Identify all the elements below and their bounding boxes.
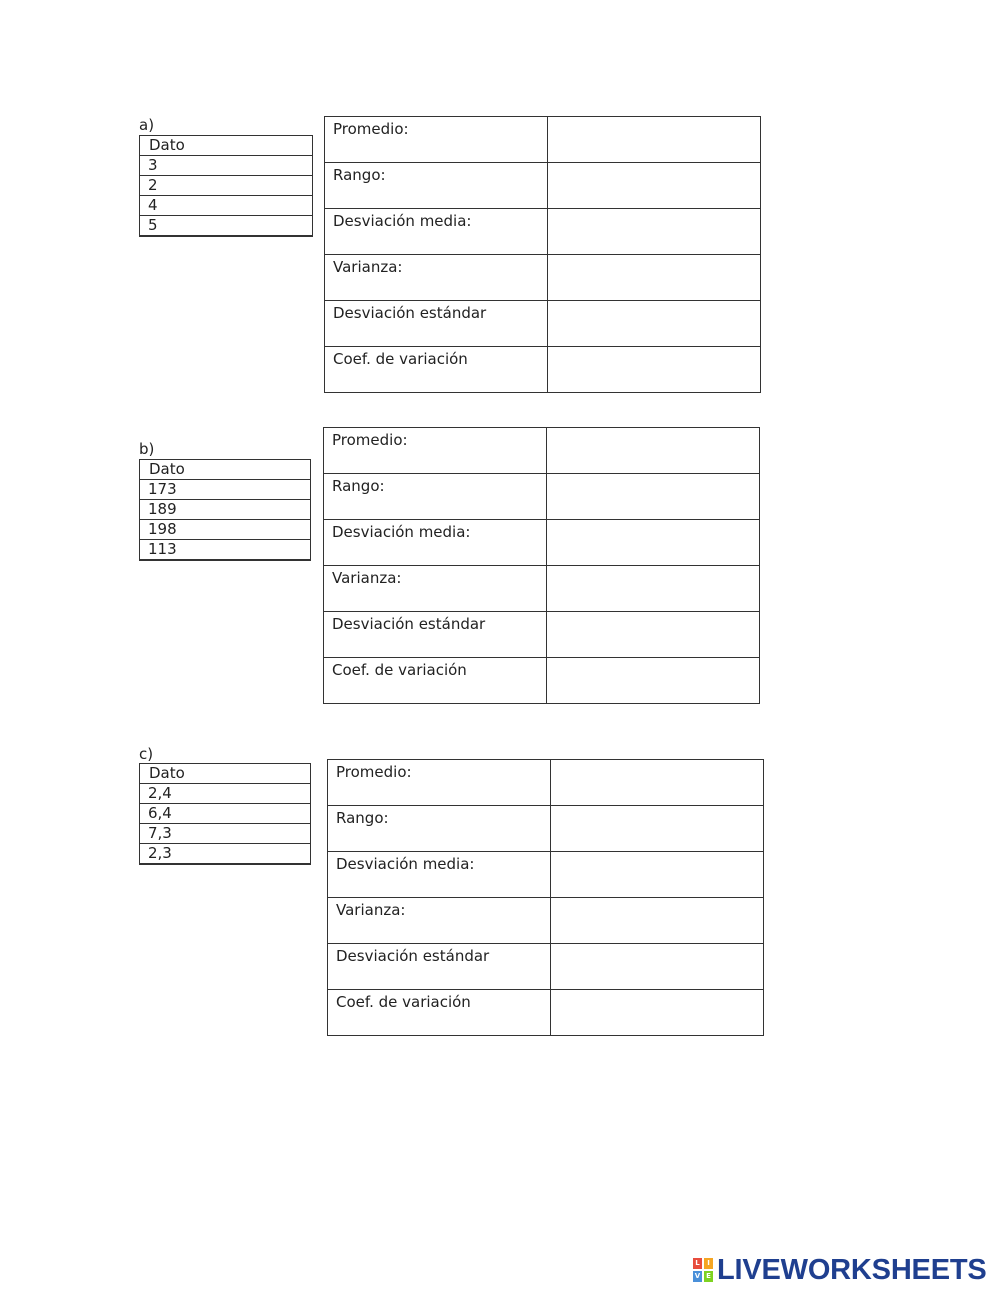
logo-tile-v: V [694, 1272, 701, 1280]
stat-label-desviacion-estandar: Desviación estándar [325, 301, 548, 347]
data-header: Dato [140, 136, 313, 156]
varianza-answer-input[interactable] [551, 898, 763, 940]
brand-name: LIVEWORKSHEETS [717, 1253, 987, 1286]
answer-cell[interactable] [551, 990, 764, 1036]
exercise-label: a) [139, 116, 155, 134]
data-table [139, 135, 313, 237]
stats-table [327, 759, 764, 1036]
desviacion-estandar-answer-input[interactable] [548, 301, 760, 343]
stat-label-coef-variacion: Coef. de variación [324, 658, 547, 704]
stat-label-desviacion-media: Desviación media: [328, 852, 551, 898]
stat-label-rango: Rango: [324, 474, 547, 520]
logo-tile-e: E [704, 1271, 713, 1282]
stat-label-varianza: Varianza: [324, 566, 547, 612]
answer-cell[interactable] [547, 612, 760, 658]
rango-answer-input[interactable] [547, 474, 759, 516]
answer-cell[interactable] [547, 658, 760, 704]
stat-label-rango: Rango: [325, 163, 548, 209]
desviacion-media-answer-input[interactable] [547, 520, 759, 562]
stats-table [324, 116, 761, 393]
logo-tile-l: L [693, 1258, 702, 1269]
answer-cell[interactable] [548, 255, 761, 301]
data-value: 198 [140, 520, 311, 540]
promedio-answer-input[interactable] [548, 117, 760, 159]
coef-variacion-answer-input[interactable] [551, 990, 763, 1032]
exercise-label: c) [139, 745, 154, 763]
stat-label-varianza: Varianza: [325, 255, 548, 301]
data-value: 2 [140, 176, 313, 196]
rango-answer-input[interactable] [551, 806, 763, 848]
desviacion-media-answer-input[interactable] [551, 852, 763, 894]
logo-tile-i: I [704, 1258, 713, 1269]
data-table [139, 763, 311, 865]
varianza-answer-input[interactable] [548, 255, 760, 297]
promedio-answer-input[interactable] [551, 760, 763, 802]
answer-cell[interactable] [547, 520, 760, 566]
data-table [139, 459, 311, 561]
data-value: 173 [140, 480, 311, 500]
answer-cell[interactable] [551, 898, 764, 944]
answer-cell[interactable] [548, 301, 761, 347]
answer-cell[interactable] [551, 806, 764, 852]
stat-label-promedio: Promedio: [324, 428, 547, 474]
stat-label-rango: Rango: [328, 806, 551, 852]
data-value: 4 [140, 196, 313, 216]
answer-cell[interactable] [548, 117, 761, 163]
answer-cell[interactable] [547, 428, 760, 474]
desviacion-estandar-answer-input[interactable] [551, 944, 763, 986]
stats-table [323, 427, 760, 704]
answer-cell[interactable] [551, 760, 764, 806]
data-value: 2,3 [140, 844, 311, 865]
stat-label-varianza: Varianza: [328, 898, 551, 944]
desviacion-media-answer-input[interactable] [548, 209, 760, 251]
data-header: Dato [140, 460, 311, 480]
answer-cell[interactable] [547, 474, 760, 520]
stat-label-desviacion-estandar: Desviación estándar [328, 944, 551, 990]
answer-cell[interactable] [551, 852, 764, 898]
answer-cell[interactable] [547, 566, 760, 612]
data-value: 2,4 [140, 784, 311, 804]
stat-label-desviacion-media: Desviación media: [325, 209, 548, 255]
data-value: 5 [140, 216, 313, 237]
stat-label-desviacion-estandar: Desviación estándar [324, 612, 547, 658]
data-value: 189 [140, 500, 311, 520]
liveworksheets-brand [693, 1254, 987, 1286]
desviacion-estandar-answer-input[interactable] [547, 612, 759, 654]
answer-cell[interactable] [551, 944, 764, 990]
answer-cell[interactable] [548, 347, 761, 393]
liveworksheets-logo-icon [693, 1258, 713, 1282]
data-header: Dato [140, 764, 311, 784]
promedio-answer-input[interactable] [547, 428, 759, 470]
coef-variacion-answer-input[interactable] [547, 658, 759, 700]
stat-label-promedio: Promedio: [328, 760, 551, 806]
answer-cell[interactable] [548, 163, 761, 209]
data-value: 7,3 [140, 824, 311, 844]
stat-label-coef-variacion: Coef. de variación [328, 990, 551, 1036]
data-value: 113 [140, 540, 311, 561]
stat-label-promedio: Promedio: [325, 117, 548, 163]
coef-variacion-answer-input[interactable] [548, 347, 760, 389]
exercise-label: b) [139, 440, 155, 458]
stat-label-coef-variacion: Coef. de variación [325, 347, 548, 393]
stat-label-desviacion-media: Desviación media: [324, 520, 547, 566]
varianza-answer-input[interactable] [547, 566, 759, 608]
data-value: 6,4 [140, 804, 311, 824]
data-value: 3 [140, 156, 313, 176]
answer-cell[interactable] [548, 209, 761, 255]
rango-answer-input[interactable] [548, 163, 760, 205]
